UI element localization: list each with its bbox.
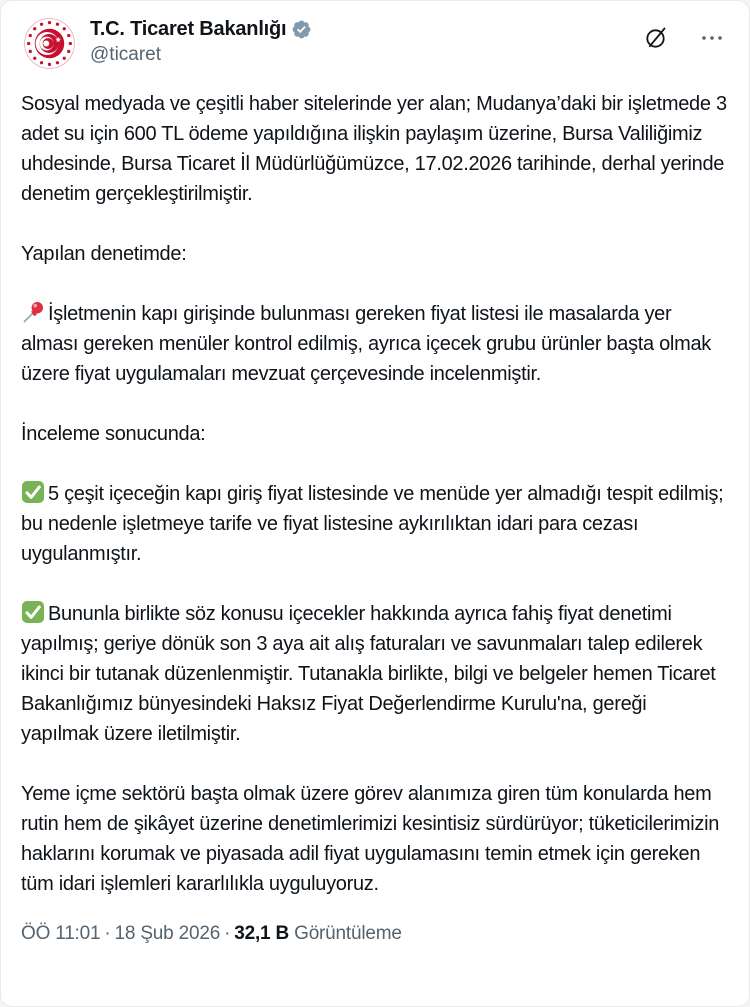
post-date: 18 Şub 2026 bbox=[114, 923, 221, 944]
grok-icon bbox=[643, 25, 669, 51]
paragraph-text: İnceleme sonucunda: bbox=[21, 423, 206, 445]
views-label: Görüntüleme bbox=[294, 923, 402, 944]
tweet-paragraph bbox=[21, 419, 729, 449]
tweet-paragraph bbox=[21, 89, 729, 209]
author-handle[interactable]: @ticaret bbox=[90, 44, 162, 65]
paragraph-text: Bununla birlikte söz konusu içecekler hakkında ayrıca fahiş fiyat denetimi yapılmış; geriye dönük son 3 aya ait alış faturaları ve savunmaları talep edilerek ikinci bir tutanak düzenlenmiştir. Tutanakla birlikte, bilgi ve belgeler hemen Ticaret Bakanlığımız bünyesindeki Haksız Fiyat Değerlendirme Kurulu'na, gereği yapılmak üzere iletilmiştir. bbox=[21, 603, 716, 745]
paragraph-text: Sosyal medyada ve çeşitli haber sitelerinde yer alan; Mudanya’daki bir işletmede 3 adet su için 600 TL ödeme yapıldığına ilişkin paylaşım üzerine, Bursa Valiliğimiz uhdesinde, Bursa Ticaret İl Müdürlüğümüzce, 17.02.2026 tarihinde, derhal yerinde denetim gerçekleştirilmiştir. bbox=[21, 93, 727, 205]
paragraph-text: Yeme içme sektörü başta olmak üzere görev alanımıza giren tüm konularda hem rutin hem de şikâyet üzerine denetimlerimizi kesintisiz sürdürüyor; tüketicilerimizin haklarını korumak ve piyasada adil fiyat uygulamasını temin etmek için gereken tüm idari işlemleri kararlılıkla uyguluyoruz. bbox=[21, 783, 720, 895]
verified-badge-icon bbox=[291, 19, 312, 40]
author-names bbox=[90, 15, 312, 66]
paragraph-text: Yapılan denetimde: bbox=[21, 243, 187, 265]
tweet-text bbox=[21, 89, 729, 899]
ministry-logo-icon bbox=[21, 15, 78, 72]
tweet-footer bbox=[21, 923, 729, 963]
check-mark-emoji bbox=[21, 480, 45, 504]
more-horizontal-icon bbox=[697, 25, 727, 51]
paragraph-text: İşletmenin kapı girişinde bulunması gereken fiyat listesi ile masalarda yer alması gereken menüler kontrol edilmiş, ayrıca içecek grubu ürünler başta olmak üzere fiyat uygulamaları mevzuat çerçevesinde incelenmiştir. bbox=[21, 303, 711, 385]
pushpin-emoji bbox=[21, 300, 45, 324]
author-display-name[interactable]: T.C. Ticaret Bakanlığı bbox=[90, 18, 287, 40]
check-mark-emoji bbox=[21, 600, 45, 624]
footer-separator: · bbox=[224, 923, 231, 944]
post-time: ÖÖ 11:01 bbox=[21, 923, 101, 944]
tweet-paragraph bbox=[21, 599, 729, 749]
tweet-header bbox=[21, 15, 729, 72]
grok-button[interactable] bbox=[641, 23, 671, 53]
footer-separator: · bbox=[104, 923, 111, 944]
paragraph-text: 5 çeşit içeceğin kapı giriş fiyat listesinde ve menüde yer almadığı tespit edilmiş; bu nedenle işletmeye tarife ve fiyat listesine aykırılıktan idari para cezası uygulanmıştır. bbox=[21, 483, 724, 565]
profile-avatar[interactable] bbox=[21, 15, 78, 72]
tweet-paragraph bbox=[21, 239, 729, 269]
tweet-paragraph bbox=[21, 779, 729, 899]
tweet-paragraph bbox=[21, 479, 729, 569]
header-actions bbox=[641, 15, 729, 53]
more-options-button[interactable] bbox=[695, 23, 729, 53]
tweet-paragraph bbox=[21, 299, 729, 389]
views-count: 32,1 B bbox=[234, 923, 290, 944]
